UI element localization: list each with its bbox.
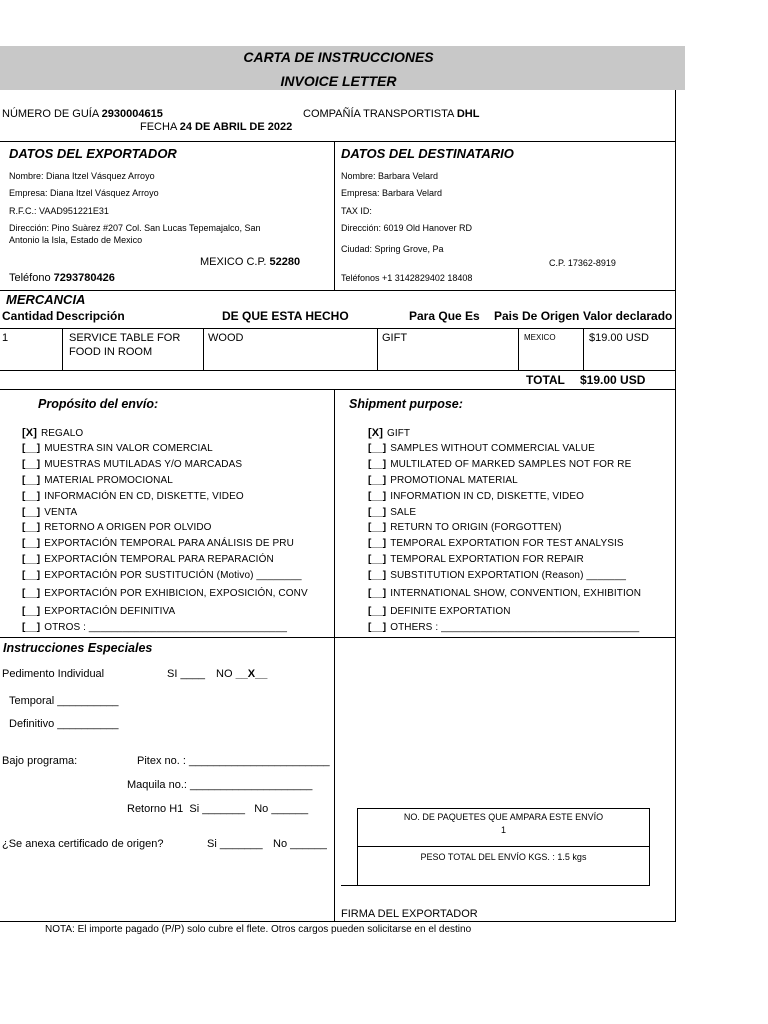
purpose-en-item-label: OTHERS : ___________________________________ bbox=[390, 622, 640, 633]
checkbox-icon[interactable]: [__] bbox=[368, 622, 387, 633]
purpose-en-item bbox=[368, 538, 624, 549]
col-valor: Valor declarado bbox=[583, 309, 673, 323]
retorno-label: Retorno H1 bbox=[127, 803, 184, 815]
exportador-cp bbox=[200, 256, 300, 268]
purpose-es-item bbox=[22, 475, 173, 486]
purpose-en-item bbox=[368, 554, 584, 565]
guia-value: 2930004615 bbox=[101, 108, 163, 120]
exportador-telefono-label: Teléfono bbox=[9, 272, 51, 284]
purpose-es-item bbox=[22, 622, 287, 633]
purpose-en-item-label: GIFT bbox=[386, 428, 411, 439]
compania-label: COMPAÑÍA TRANSPORTISTA bbox=[303, 108, 454, 120]
checkbox-checked-icon[interactable]: [X] bbox=[22, 427, 37, 439]
checkbox-icon[interactable]: [__] bbox=[368, 588, 387, 599]
row-cantidad: 1 bbox=[2, 332, 9, 344]
checkbox-icon[interactable]: [__] bbox=[368, 554, 387, 565]
purpose-es-item-label: MATERIAL PROMOCIONAL bbox=[44, 475, 173, 486]
instrucciones-heading: Instrucciones Especiales bbox=[3, 641, 153, 655]
retorno-si: Si _______ bbox=[189, 803, 246, 815]
exportador-cp-label: MEXICO C.P. bbox=[200, 256, 267, 268]
purpose-es-item bbox=[22, 570, 302, 581]
purpose-es-item bbox=[22, 606, 175, 617]
purpose-en-item bbox=[368, 507, 416, 518]
divider-line bbox=[0, 637, 676, 638]
paquetes-label: NO. DE PAQUETES QUE AMPARA ESTE ENVÍO bbox=[403, 812, 604, 822]
mercancia-heading: MERCANCIA bbox=[6, 292, 86, 307]
purpose-en-item-label: DEFINITE EXPORTATION bbox=[390, 606, 511, 617]
paquetes-divider bbox=[357, 846, 650, 847]
destinatario-direccion: Dirección: 6019 Old Hanover RD bbox=[341, 223, 473, 233]
divider-line bbox=[0, 328, 676, 329]
exportador-telefono-value: 7293780426 bbox=[53, 272, 115, 284]
pedimento-si-label: SI bbox=[167, 668, 178, 680]
col-descripcion: Descripción bbox=[56, 309, 125, 323]
pedimento-si-blank: ____ bbox=[180, 668, 205, 680]
column-divider bbox=[518, 328, 519, 370]
purpose-en-item-label: RETURN TO ORIGIN (FORGOTTEN) bbox=[390, 522, 562, 533]
col-material: DE QUE ESTA HECHO bbox=[222, 309, 349, 323]
retorno-field bbox=[127, 803, 308, 815]
purpose-en-item-label: SALE bbox=[390, 507, 417, 518]
purpose-es-item bbox=[22, 443, 213, 454]
purpose-en-item-label: TEMPORAL EXPORTATION FOR TEST ANALYSIS bbox=[390, 538, 624, 549]
destinatario-nombre: Nombre: Barbara Velard bbox=[341, 171, 439, 181]
checkbox-icon[interactable]: [__] bbox=[22, 570, 41, 581]
exportador-direccion-2: Antonio la Isla, Estado de Mexico bbox=[9, 235, 143, 245]
purpose-es-item bbox=[22, 554, 274, 565]
purpose-en-item bbox=[368, 459, 631, 470]
row-descripcion-1: SERVICE TABLE FOR bbox=[69, 332, 181, 344]
checkbox-icon[interactable]: [__] bbox=[22, 588, 41, 599]
bajo-programa-label: Bajo programa: bbox=[2, 755, 78, 767]
destinatario-taxid: TAX ID: bbox=[341, 206, 372, 216]
purpose-en-item-label: SAMPLES WITHOUT COMMERCIAL VALUE bbox=[390, 443, 595, 454]
purpose-es-item-label: MUESTRAS MUTILADAS Y/O MARCADAS bbox=[44, 459, 243, 470]
checkbox-checked-icon[interactable]: [X] bbox=[368, 427, 383, 439]
checkbox-icon[interactable]: [__] bbox=[368, 570, 387, 581]
total-label: TOTAL bbox=[526, 373, 565, 387]
column-divider bbox=[334, 389, 335, 922]
divider-line bbox=[0, 141, 676, 142]
checkbox-icon[interactable]: [__] bbox=[368, 538, 387, 549]
checkbox-icon[interactable]: [__] bbox=[22, 491, 41, 502]
purpose-en-item-label: PROMOTIONAL MATERIAL bbox=[390, 475, 518, 486]
checkbox-icon[interactable]: [__] bbox=[22, 538, 41, 549]
checkbox-icon[interactable]: [__] bbox=[368, 507, 387, 518]
col-origen: Pais De Origen bbox=[494, 309, 580, 323]
retorno-no: No ______ bbox=[254, 803, 309, 815]
purpose-en-item bbox=[368, 570, 626, 581]
certificado-label: ¿Se anexa certificado de origen? bbox=[2, 838, 164, 850]
paquetes-value: 1 bbox=[500, 825, 506, 835]
fecha-field bbox=[140, 121, 292, 133]
divider-line bbox=[0, 389, 676, 390]
guia-label: NÚMERO DE GUÍA bbox=[2, 108, 99, 120]
purpose-en-item bbox=[368, 606, 511, 617]
purpose-es-item bbox=[22, 491, 244, 502]
exportador-telefono bbox=[9, 272, 115, 284]
divider-line bbox=[0, 290, 676, 291]
peso-total: PESO TOTAL DEL ENVÍO KGS. : 1.5 kgs bbox=[420, 852, 587, 862]
checkbox-icon[interactable]: [__] bbox=[368, 475, 387, 486]
exportador-rfc: R.F.C.: VAAD951221E31 bbox=[9, 206, 109, 216]
checkbox-icon[interactable]: [__] bbox=[22, 622, 41, 633]
purpose-en-item-label: SUBSTITUTION EXPORTATION (Reason) _______ bbox=[390, 570, 627, 581]
total-value: $19.00 USD bbox=[580, 373, 646, 387]
temporal-field: Temporal __________ bbox=[9, 695, 119, 707]
purpose-es-item bbox=[22, 507, 77, 518]
purpose-es-item-label: MUESTRA SIN VALOR COMERCIAL bbox=[44, 443, 213, 454]
purpose-es-item-label: REGALO bbox=[40, 428, 84, 439]
column-divider bbox=[334, 141, 335, 290]
checkbox-icon[interactable]: [__] bbox=[368, 606, 387, 617]
checkbox-icon[interactable]: [__] bbox=[22, 443, 41, 454]
exportador-empresa: Empresa: Diana Itzel Vásquez Arroyo bbox=[9, 188, 159, 198]
checkbox-icon[interactable]: [__] bbox=[22, 606, 41, 617]
row-valor: $19.00 USD bbox=[589, 332, 649, 344]
row-origen: MEXICO bbox=[524, 333, 556, 342]
document-title: CARTA DE INSTRUCCIONES bbox=[243, 49, 434, 65]
purpose-en-item bbox=[368, 443, 595, 454]
fecha-value: 24 DE ABRIL DE 2022 bbox=[179, 121, 293, 133]
purpose-es-item-label: EXPORTACIÓN DEFINITIVA bbox=[44, 606, 176, 617]
column-divider bbox=[62, 328, 63, 370]
column-divider bbox=[377, 328, 378, 370]
checkbox-icon[interactable]: [__] bbox=[22, 554, 41, 565]
certificado-si: Si _______ bbox=[207, 838, 263, 850]
pedimento-no bbox=[216, 668, 267, 680]
exportador-cp-value: 52280 bbox=[269, 256, 301, 268]
purpose-en-item bbox=[368, 475, 518, 486]
document-subtitle: INVOICE LETTER bbox=[280, 73, 397, 89]
column-divider bbox=[203, 328, 204, 370]
firma-line bbox=[341, 885, 649, 886]
proposito-heading-es: Propósito del envío: bbox=[38, 397, 159, 411]
checkbox-icon[interactable]: [__] bbox=[22, 507, 41, 518]
purpose-es-item-label: INFORMACIÓN EN CD, DISKETTE, VIDEO bbox=[44, 491, 244, 502]
proposito-heading-en: Shipment purpose: bbox=[349, 397, 463, 411]
purpose-en-item-label: MULTILATED OF MARKED SAMPLES NOT FOR RE bbox=[390, 459, 632, 470]
definitivo-field: Definitivo __________ bbox=[9, 718, 119, 730]
checkbox-icon[interactable]: [__] bbox=[368, 443, 387, 454]
purpose-en-item bbox=[368, 588, 641, 599]
row-descripcion-2: FOOD IN ROOM bbox=[69, 346, 153, 358]
purpose-es-item-label: EXPORTACIÓN POR EXHIBICION, EXPOSICIÓN, CONV bbox=[44, 588, 308, 599]
purpose-es-item bbox=[22, 538, 294, 549]
firma-label: FIRMA DEL EXPORTADOR bbox=[341, 908, 478, 920]
exportador-nombre: Nombre: Diana Itzel Vásquez Arroyo bbox=[9, 171, 155, 181]
destinatario-telefonos: Teléfonos +1 3142829402 18408 bbox=[341, 273, 473, 283]
purpose-es-item-label: EXPORTACIÓN TEMPORAL PARA ANÁLISIS DE PRU bbox=[44, 538, 294, 549]
nota: NOTA: El importe pagado (P/P) solo cubre el flete. Otros cargos pueden solicitarse en el destino bbox=[45, 924, 472, 935]
row-proposito: GIFT bbox=[382, 332, 408, 344]
exportador-heading: DATOS DEL EXPORTADOR bbox=[9, 146, 177, 161]
purpose-en-item bbox=[368, 622, 639, 633]
purpose-es-item-label: VENTA bbox=[44, 507, 78, 518]
purpose-en-item bbox=[368, 427, 410, 439]
exportador-direccion-1: Dirección: Pino Suàrez #207 Col. San Lucas Tepemajalco, San bbox=[9, 223, 261, 233]
destinatario-ciudad: Ciudad: Spring Grove, Pa bbox=[341, 244, 444, 254]
divider-line bbox=[0, 370, 676, 371]
checkbox-icon[interactable]: [__] bbox=[368, 491, 387, 502]
destinatario-cp: C.P. 17362-8919 bbox=[549, 258, 616, 268]
pedimento-label: Pedimento Individual bbox=[2, 668, 105, 680]
pitex-field: Pitex no. : _______________________ bbox=[137, 755, 330, 767]
pedimento-no-value: __X__ bbox=[235, 668, 268, 680]
purpose-es-item bbox=[22, 459, 242, 470]
purpose-es-item-label: OTROS : ___________________________________ bbox=[44, 622, 288, 633]
purpose-en-item bbox=[368, 522, 562, 533]
pedimento-si bbox=[167, 668, 205, 680]
purpose-en-item bbox=[368, 491, 584, 502]
purpose-es-item-label: EXPORTACIÓN TEMPORAL PARA REPARACIÓN bbox=[44, 554, 274, 565]
purpose-es-item-label: RETORNO A ORIGEN POR OLVIDO bbox=[44, 522, 212, 533]
checkbox-icon[interactable]: [__] bbox=[368, 459, 387, 470]
purpose-en-item-label: TEMPORAL EXPORTATION FOR REPAIR bbox=[390, 554, 584, 565]
checkbox-icon[interactable]: [__] bbox=[22, 459, 41, 470]
purpose-es-item bbox=[22, 588, 308, 599]
column-divider bbox=[583, 328, 584, 370]
fecha-label: FECHA bbox=[140, 121, 177, 133]
pedimento-no-label: NO bbox=[216, 668, 233, 680]
purpose-en-item-label: INFORMATION IN CD, DISKETTE, VIDEO bbox=[390, 491, 584, 502]
checkbox-icon[interactable]: [__] bbox=[368, 522, 387, 533]
row-material: WOOD bbox=[208, 332, 244, 344]
purpose-es-item-label: EXPORTACIÓN POR SUSTITUCIÓN (Motivo) ________ bbox=[44, 570, 302, 581]
certificado-no: No ______ bbox=[273, 838, 327, 850]
purpose-en-item-label: INTERNATIONAL SHOW, CONVENTION, EXHIBITION bbox=[390, 588, 642, 599]
guia-field bbox=[2, 108, 163, 120]
col-cantidad: Cantidad bbox=[2, 309, 54, 323]
destinatario-heading: DATOS DEL DESTINATARIO bbox=[341, 146, 514, 161]
maquila-field: Maquila no.: ____________________ bbox=[127, 779, 313, 791]
col-proposito: Para Que Es bbox=[409, 309, 480, 323]
checkbox-icon[interactable]: [__] bbox=[22, 475, 41, 486]
compania-value: DHL bbox=[456, 108, 480, 120]
checkbox-icon[interactable]: [__] bbox=[22, 522, 41, 533]
destinatario-empresa: Empresa: Barbara Velard bbox=[341, 188, 443, 198]
compania-field bbox=[303, 108, 479, 120]
purpose-es-item bbox=[22, 427, 83, 439]
purpose-es-item bbox=[22, 522, 212, 533]
